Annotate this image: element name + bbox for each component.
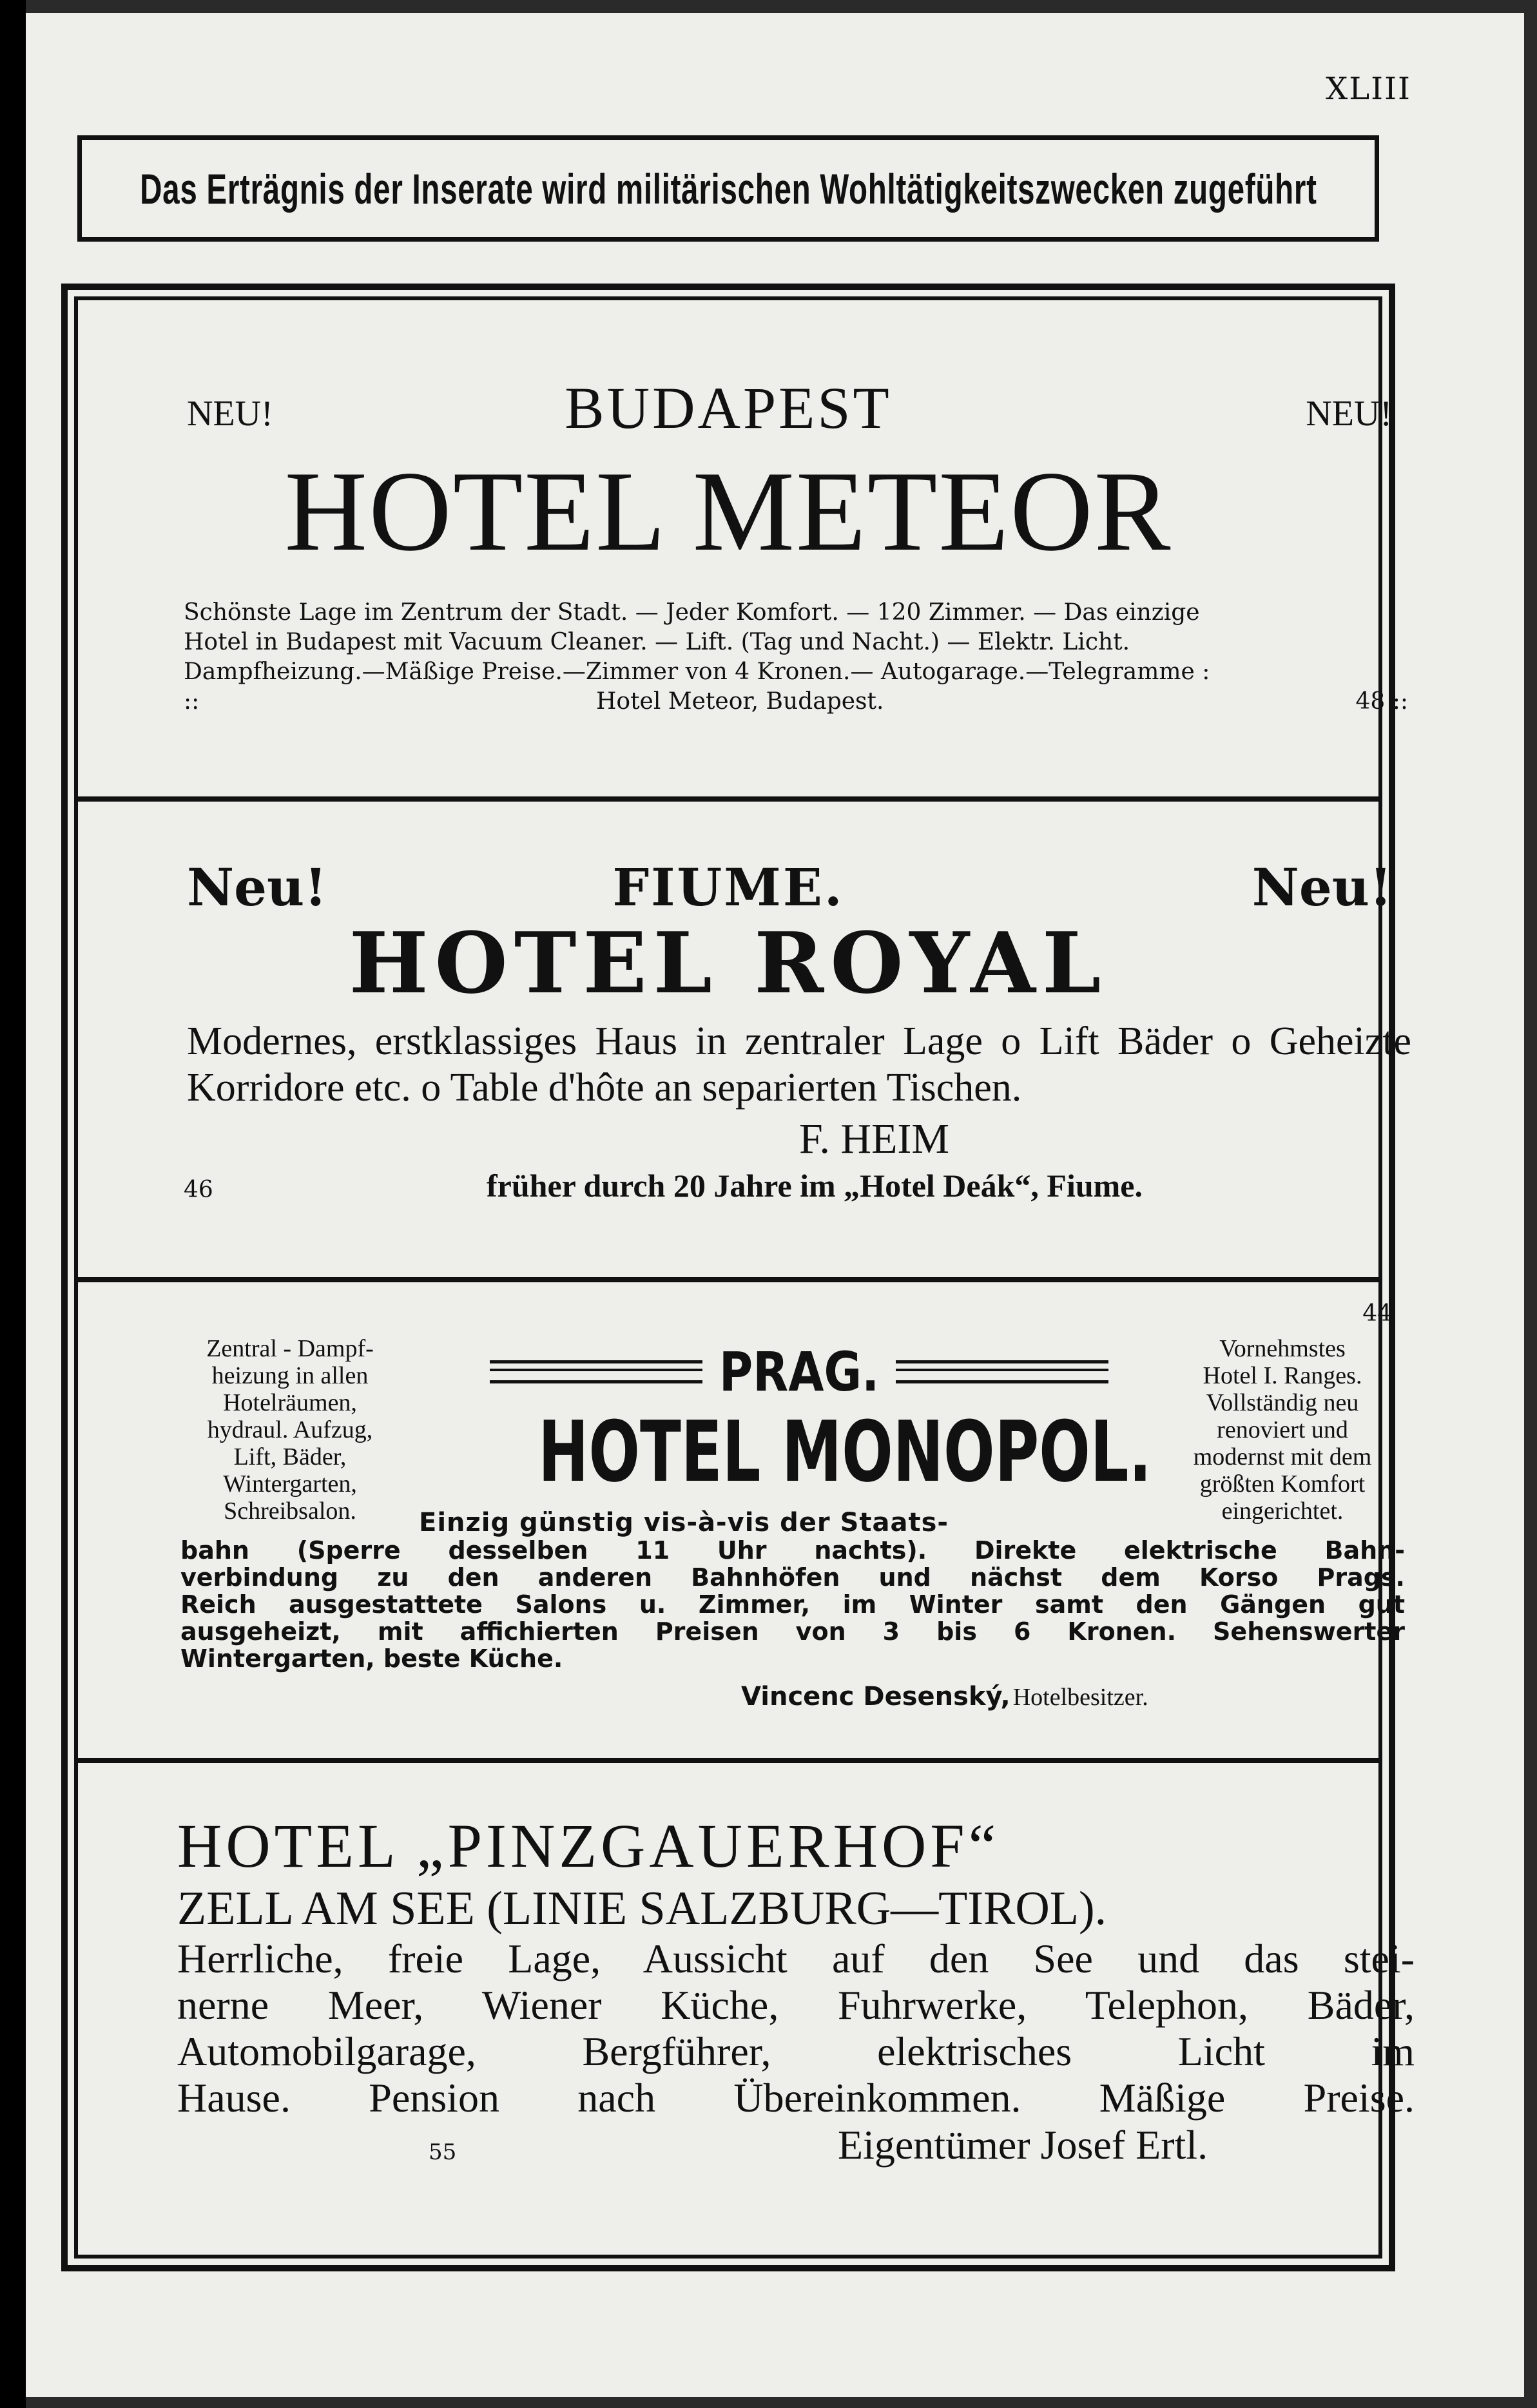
body-line: Wintergarten, beste Küche.	[180, 1644, 563, 1673]
ad-hotel-monopol	[97, 1295, 1405, 1746]
ad-number: 44	[1362, 1300, 1392, 1327]
last-right: 48 ::	[1355, 688, 1408, 715]
right-line: Vornehmstes	[1219, 1335, 1346, 1362]
body-line: Herrliche, freie Lage, Aussicht auf den See und das stei-	[177, 1936, 1415, 1981]
body-line: Reich ausgestattete Salons u. Zimmer, im Winter samt den Gängen gut	[180, 1590, 1405, 1619]
left-line: Schreibsalon.	[224, 1498, 356, 1525]
center-column	[419, 1340, 1179, 1500]
separator-2	[74, 1277, 1382, 1282]
hotel-name: HOTEL „PINZGAUERHOF“	[177, 1811, 1000, 1880]
right-line: eingerichtet.	[1221, 1498, 1344, 1525]
left-line: hydraul. Aufzug,	[207, 1416, 373, 1443]
neu-right: NEU!	[1306, 394, 1392, 434]
left-column	[174, 1335, 406, 1525]
left-line: Lift, Bäder,	[233, 1443, 347, 1470]
body-line: Automobilgarage, Bergführer, elektrisches Licht im	[177, 2028, 1415, 2074]
ad-body	[97, 1936, 1415, 2121]
left-line: Wintergarten,	[223, 1470, 357, 1498]
rule-right	[896, 1360, 1108, 1383]
body-line: nerne Meer, Wiener Küche, Fuhrwerke, Telephon, Bäder,	[177, 1982, 1415, 2028]
body-line: bahn (Sperre desselben 11 Uhr nachts). Direkte elektrische Bahn-	[180, 1536, 1405, 1565]
owner-title: Hotelbesitzer.	[1012, 1684, 1148, 1711]
body-line: ausgeheizt, mit affichierten Preisen von 3 bis 6 Kronen. Sehenswerter	[180, 1617, 1405, 1646]
neu-left: NEU!	[187, 394, 273, 434]
body-line: Hotel in Budapest mit Vacuum Cleaner. — Lift. (Tag und Nacht.) — Elektr. Licht.	[184, 629, 1130, 655]
banner-text: Das Erträgnis der Inserate wird militärischen Wohltätigkeitszwecken zugeführt	[139, 164, 1317, 213]
city: FIUME.	[612, 857, 844, 918]
neu-left: Neu!	[187, 857, 327, 918]
body-lead: Einzig günstig vis-à-vis der Staats-	[419, 1508, 949, 1537]
city: PRAG.	[719, 1340, 880, 1403]
ad-hotel-royal	[97, 851, 1411, 1209]
ad-hotel-pinzgauerhof	[97, 1811, 1415, 2173]
right-column	[1160, 1335, 1405, 1525]
right-line: Vollständig neu	[1206, 1389, 1359, 1416]
left-line: Hotelräumen,	[223, 1389, 357, 1416]
right-line: größten Komfort	[1199, 1470, 1366, 1498]
separator-3	[74, 1758, 1382, 1763]
owner: Vincenc Desenský,	[741, 1682, 1010, 1711]
ad-number: 55	[429, 2139, 457, 2165]
body-line: Schönste Lage im Zentrum der Stadt. — Jeder Komfort. — 120 Zimmer. — Das einzige	[184, 599, 1200, 626]
hotel-name: HOTEL METEOR	[284, 447, 1172, 575]
rule-left	[490, 1360, 702, 1383]
hotel-name: HOTEL MONOPOL.	[538, 1403, 1152, 1501]
right-line: modernst mit dem	[1193, 1443, 1372, 1470]
owner: F. HEIM	[799, 1115, 950, 1162]
separator-1	[74, 796, 1382, 802]
last-center: Hotel Meteor, Budapest.	[596, 688, 884, 715]
owner-line	[741, 1682, 1148, 1711]
ad-number: 46	[184, 1177, 213, 1203]
last-left: ::	[184, 688, 200, 715]
ad-body	[97, 598, 1408, 717]
owner: Eigentümer Josef Ertl.	[838, 2122, 1208, 2168]
scan-edge	[0, 0, 26, 2408]
body-line: Dampfheizung.—Mäßige Preise.—Zimmer von 4 Kronen.— Autogarage.—Telegramme :	[184, 659, 1210, 685]
page-number: XLIII	[1326, 71, 1411, 107]
ad-body: Modernes, erstklassiges Haus in zentraler Lage o Lift Bäder o Geheizte Korridore etc. o Table d'hôte an separierten Tischen.	[187, 1019, 1411, 1110]
ad-hotel-meteor	[97, 374, 1408, 717]
city: BUDAPEST	[565, 375, 892, 441]
banner	[77, 135, 1379, 242]
left-line: Zentral - Dampf-	[206, 1335, 374, 1362]
body-line: Hause. Pension nach Übereinkommen. Mäßige Preise.	[177, 2075, 1415, 2121]
body-line: verbindung zu den anderen Bahnhöfen und nächst dem Korso Prags.	[180, 1563, 1405, 1592]
right-line: renoviert und	[1217, 1416, 1348, 1443]
left-line: heizung in allen	[211, 1362, 369, 1389]
ad-body	[180, 1537, 1405, 1672]
neu-right: Neu!	[1252, 857, 1392, 918]
right-line: Hotel I. Ranges.	[1203, 1362, 1362, 1389]
hotel-name: HOTEL ROYAL	[349, 914, 1108, 1012]
location: ZELL AM SEE (LINIE SALZBURG—TIROL).	[177, 1882, 1107, 1935]
footer: früher durch 20 Jahre im „Hotel Deák“, Fiume.	[487, 1168, 1143, 1204]
